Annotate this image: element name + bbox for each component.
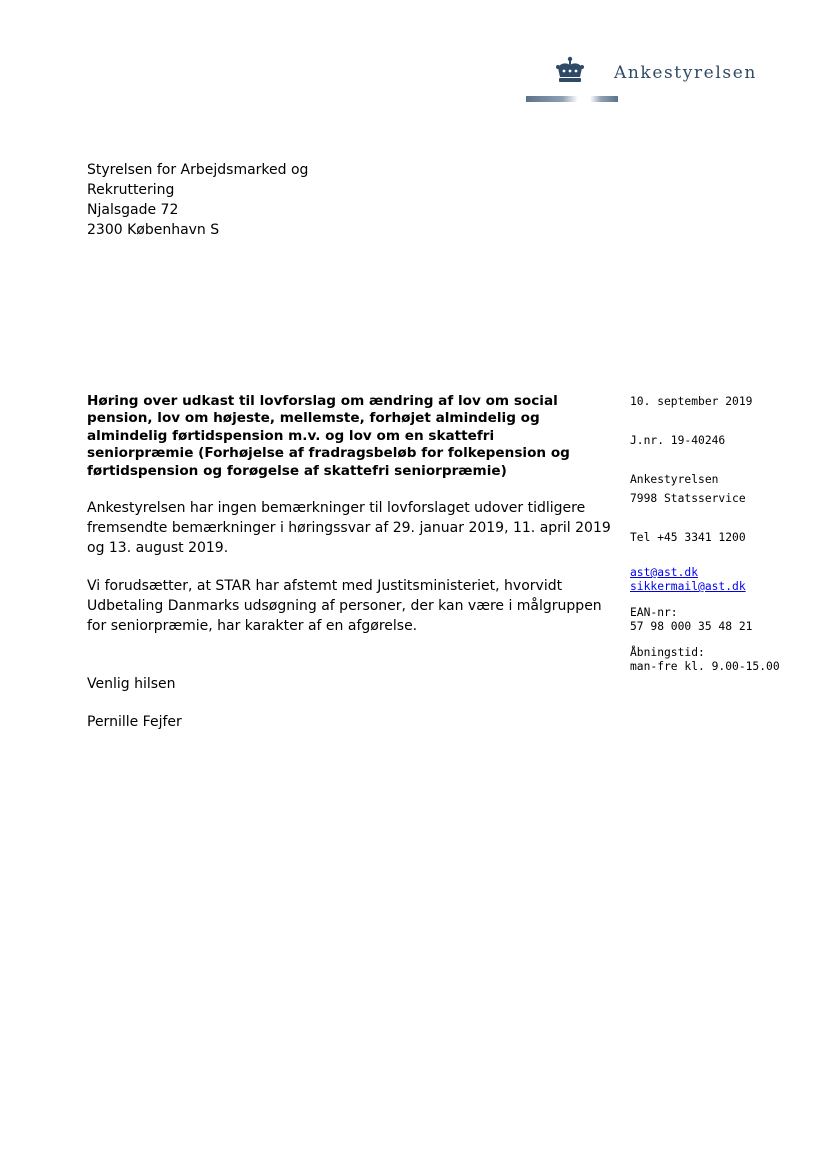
opening-hours-value: man-fre kl. 9.00-15.00 xyxy=(630,660,780,673)
subject-line: almindelig førtidspension m.v. og lov om en skattefri xyxy=(87,427,495,444)
subject-line: pension, lov om højeste, mellemste, forhøjet almindelig og xyxy=(87,410,540,427)
opening-hours-block xyxy=(630,646,780,674)
email-block xyxy=(630,566,746,594)
recipient-address xyxy=(87,160,308,240)
subject-line: Høring over udkast til lovforslag om ændring af lov om social xyxy=(87,393,558,409)
sender-address: 7998 Statsservice xyxy=(630,492,746,505)
subject-line: førtidspension og forøgelse af skattefri seniorpræmie) xyxy=(87,462,507,479)
paragraph-line: fremsendte bemærkninger i høringssvar af 29. januar 2019, 11. april 2019 xyxy=(87,520,611,536)
ean-value: 57 98 000 35 48 21 xyxy=(630,620,753,633)
sender-name: Ankestyrelsen xyxy=(630,473,719,486)
ean-block xyxy=(630,606,752,634)
letter-date: 10. september 2019 xyxy=(630,395,753,408)
logo-bar-right xyxy=(590,96,618,102)
closing-greeting: Venlig hilsen xyxy=(87,676,176,692)
paragraph-line: og 13. august 2019. xyxy=(87,540,229,556)
paragraph-line: Udbetaling Danmarks udsøgning af personer, der kan være i målgruppen xyxy=(87,598,602,614)
logo-wordmark: Ankestyrelsen xyxy=(614,63,757,83)
recipient-line: 2300 København S xyxy=(87,222,220,238)
subject-line: seniorpræmie (Forhøjelse af fradragsbeløb for folkepension og xyxy=(87,445,570,462)
email-link[interactable]: ast@ast.dk xyxy=(630,566,699,579)
body-paragraph-1 xyxy=(87,498,611,558)
logo-underline-bars xyxy=(526,96,618,102)
signer-name: Pernille Fejfer xyxy=(87,714,182,730)
secure-email-link[interactable]: sikkermail@ast.dk xyxy=(630,580,746,593)
paragraph-line: for seniorpræmie, har karakter af en afgørelse. xyxy=(87,618,418,634)
subject-heading xyxy=(87,393,597,480)
phone-number: Tel +45 3341 1200 xyxy=(630,531,746,544)
paragraph-line: Vi forudsætter, at STAR har afstemt med Justitsministeriet, hvorvidt xyxy=(87,578,563,594)
body-paragraph-2 xyxy=(87,576,607,636)
recipient-line: Rekruttering xyxy=(87,182,175,198)
opening-hours-label: Åbningstid: xyxy=(630,646,705,659)
paragraph-line: Ankestyrelsen har ingen bemærkninger til lovforslaget udover tidligere xyxy=(87,500,586,516)
recipient-line: Styrelsen for Arbejdsmarked og xyxy=(87,162,309,178)
recipient-line: Njalsgade 72 xyxy=(87,202,179,218)
logo-bar-left xyxy=(526,96,578,102)
crown-icon xyxy=(554,56,586,86)
journal-number: J.nr. 19-40246 xyxy=(630,434,726,447)
ean-label: EAN-nr: xyxy=(630,606,678,619)
